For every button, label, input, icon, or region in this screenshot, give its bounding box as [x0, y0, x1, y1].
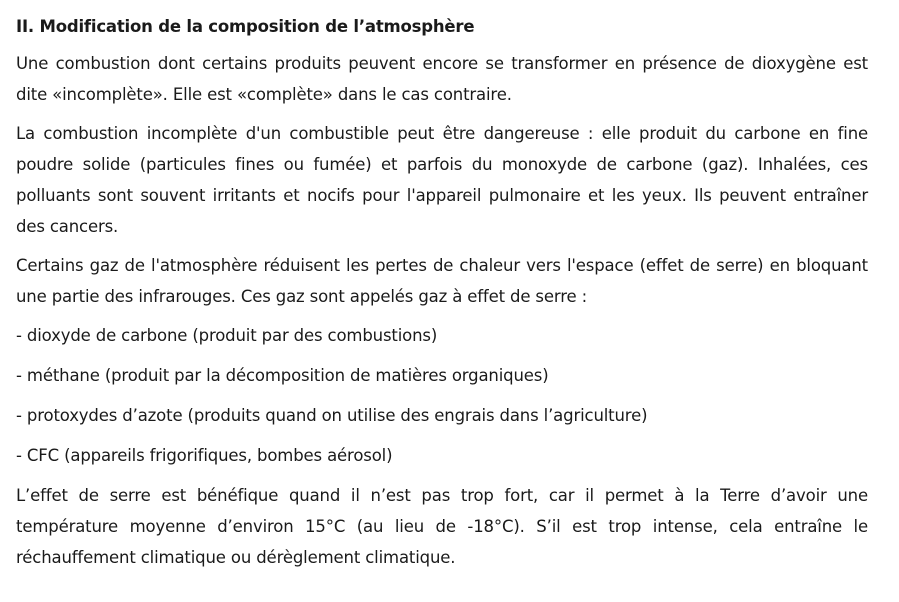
greenhouse-gas-list — [16, 320, 868, 471]
list-item: - méthane (produit par la décomposition de matières organiques) — [16, 366, 549, 385]
document-page — [16, 14, 868, 581]
paragraph-greenhouse-effect: L’effet de serre est bénéfique quand il n’est pas trop fort, car il permet à la Terre d’avoir une température moyenne d’environ 15°C (au lieu de -18°C). S’il est trop intense, cela entraîne le réchauffement climatique ou dérèglement climatique. — [16, 486, 868, 567]
list-item: - protoxydes d’azote (produits quand on utilise des engrais dans l’agriculture) — [16, 406, 648, 425]
paragraph-greenhouse-gases: Certains gaz de l'atmosphère réduisent les pertes de chaleur vers l'espace (effet de serre) en bloquant une partie des infrarouges. Ces gaz sont appelés gaz à effet de serre : — [16, 256, 868, 306]
list-item: - dioxyde de carbone (produit par des combustions) — [16, 326, 438, 345]
paragraph-combustion-definition: Une combustion dont certains produits peuvent encore se transformer en présence de dioxygène est dite «incomplète». Elle est «complète» dans le cas contraire. — [16, 54, 868, 104]
paragraph-incomplete-combustion: La combustion incomplète d'un combustible peut être dangereuse : elle produit du carbone en fine poudre solide (particules fines ou fumée) et parfois du monoxyde de carbone (gaz). Inhalées, ces polluants sont souvent irritants et nocifs pour l'appareil pulmonaire et les yeux. Ils peuvent entraîner des cancers. — [16, 124, 868, 236]
list-item: - CFC (appareils frigorifiques, bombes aérosol) — [16, 446, 393, 465]
section-title: II. Modification de la composition de l’atmosphère — [16, 17, 475, 36]
